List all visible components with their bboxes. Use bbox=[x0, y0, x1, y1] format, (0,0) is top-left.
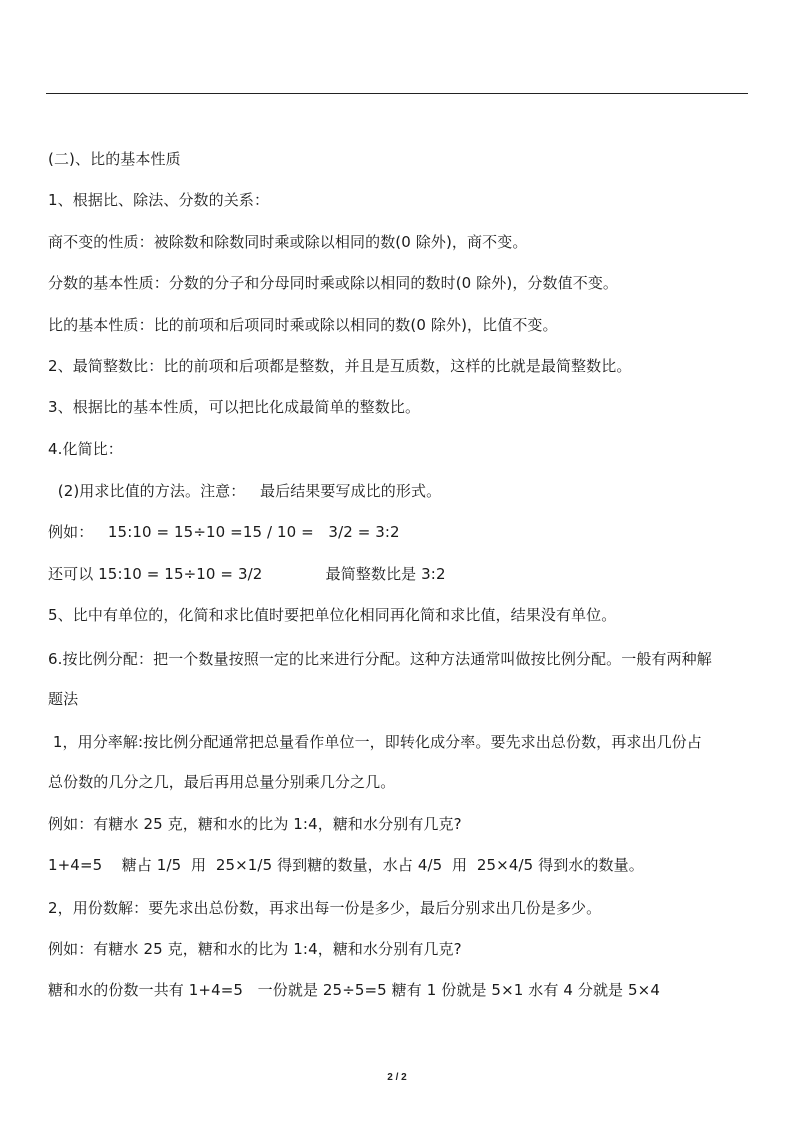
text-line: 例如：有糖水 25 克，糖和水的比为 1:4，糖和水分别有几克? bbox=[48, 815, 462, 833]
text-line: 题法 bbox=[48, 690, 79, 708]
text-line: 1、根据比、除法、分数的关系： bbox=[48, 191, 270, 209]
page-number: 2 / 2 bbox=[387, 1072, 407, 1083]
text-line: 例如： 15:10 = 15÷10 =15 / 10 = 3/2 = 3:2 bbox=[48, 523, 400, 541]
text-line: 1，用分率解:按比例分配通常把总量看作单位一，即转化成分率。要先求出总份数，再求出几份占 bbox=[48, 733, 702, 751]
text-line: 3、根据比的基本性质，可以把比化成最简单的整数比。 bbox=[48, 398, 421, 416]
text-line: 4.化简比： bbox=[48, 440, 123, 458]
text-line: (2)用求比值的方法。注意： 最后结果要写成比的形式。 bbox=[48, 482, 442, 500]
text-line: 2，用份数解：要先求出总份数，再求出每一份是多少，最后分别求出几份是多少。 bbox=[48, 899, 602, 917]
text-line: 6.按比例分配：把一个数量按照一定的比来进行分配。这种方法通常叫做按比例分配。一般有两种解 bbox=[48, 650, 712, 668]
text-line: 糖和水的份数一共有 1+4=5 一份就是 25÷5=5 糖有 1 份就是 5×1 水有 4 分就是 5×4 bbox=[48, 981, 660, 999]
text-line: 1+4=5 糖占 1/5 用 25×1/5 得到糖的数量，水占 4/5 用 25×4/5 得到水的数量。 bbox=[48, 856, 644, 874]
text-line: 2、最简整数比：比的前项和后项都是整数，并且是互质数，这样的比就是最简整数比。 bbox=[48, 357, 632, 375]
header-rule bbox=[46, 93, 748, 94]
section-heading: (二)、比的基本性质 bbox=[48, 150, 181, 168]
text-line: 比的基本性质：比的前项和后项同时乘或除以相同的数(0 除外)，比值不变。 bbox=[48, 316, 558, 334]
text-line: 总份数的几分之几，最后再用总量分别乘几分之几。 bbox=[48, 773, 396, 791]
text-line: 还可以 15:10 = 15÷10 = 3/2 最简整数比是 3:2 bbox=[48, 565, 446, 583]
text-line: 分数的基本性质：分数的分子和分母同时乘或除以相同的数时(0 除外)，分数值不变。 bbox=[48, 274, 619, 292]
text-line: 5、比中有单位的，化简和求比值时要把单位化相同再化简和求比值，结果没有单位。 bbox=[48, 606, 617, 624]
text-line: 商不变的性质：被除数和除数同时乘或除以相同的数(0 除外)，商不变。 bbox=[48, 233, 528, 251]
text-line: 例如：有糖水 25 克，糖和水的比为 1:4，糖和水分别有几克? bbox=[48, 940, 462, 958]
